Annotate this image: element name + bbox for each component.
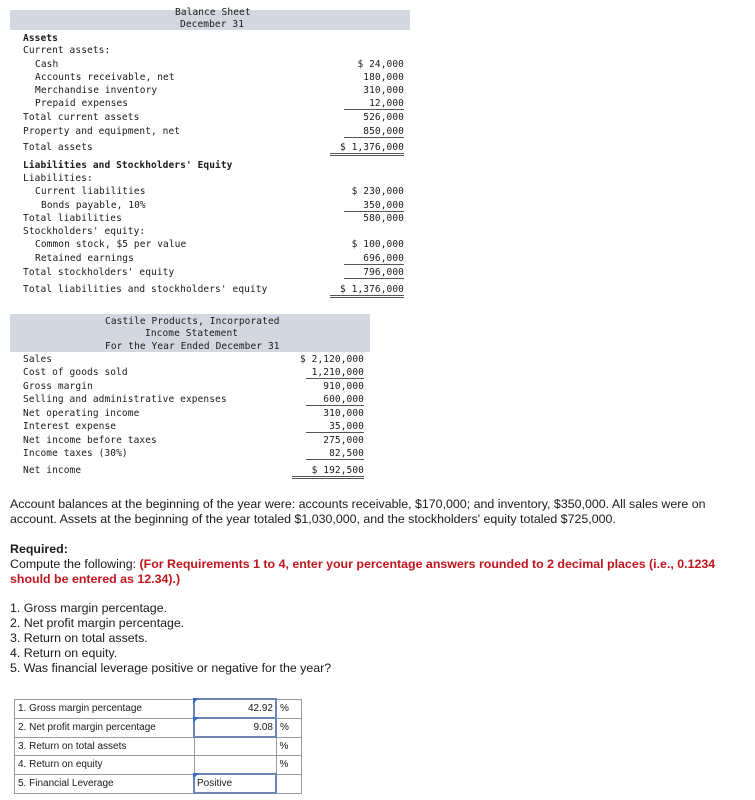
- bs-label-inventory: Merchandise inventory: [35, 85, 158, 96]
- income-statement-header: [10, 314, 370, 352]
- answer-row: [15, 756, 302, 775]
- bs-amount-total-liab-se: $ 1,376,000: [330, 284, 404, 298]
- is-amount-interest: 35,000: [306, 421, 364, 433]
- bs-label-total-liab: Total liabilities: [23, 213, 122, 224]
- is-label-gross-margin: Gross margin: [23, 381, 93, 392]
- bs-label-ar: Accounts receivable, net: [35, 72, 175, 83]
- is-label-noi: Net operating income: [23, 408, 140, 419]
- bs-amount-total-assets: $ 1,376,000: [330, 142, 404, 156]
- answer-label: 2. Net profit margin percentage: [15, 718, 195, 737]
- requirement-1: 1. Gross margin percentage.: [10, 601, 168, 615]
- is-label-interest: Interest expense: [23, 421, 117, 432]
- income-statement: [10, 352, 370, 482]
- bs-label-total-se: Total stockholders' equity: [23, 267, 175, 278]
- is-period: For the Year Ended December 31: [105, 341, 280, 352]
- requirement-4: 4. Return on equity.: [10, 646, 118, 660]
- gross-margin-input[interactable]: 42.92: [194, 699, 276, 718]
- is-amount-gross-margin: 910,000: [323, 381, 364, 392]
- answer-table: [14, 698, 302, 794]
- balance-sheet-header: [10, 7, 410, 30]
- answer-unit: %: [276, 737, 302, 756]
- is-label-cogs: Cost of goods sold: [23, 367, 128, 378]
- bs-amount-total-current: 526,000: [363, 112, 404, 123]
- is-amount-noi: 310,000: [323, 408, 364, 419]
- bs-amount-total-liab: 580,000: [363, 213, 404, 224]
- is-label-sales: Sales: [23, 354, 53, 365]
- bs-label-cash: Cash: [35, 59, 59, 70]
- bs-label-prepaid: Prepaid expenses: [35, 98, 129, 109]
- is-label-nibt: Net income before taxes: [23, 435, 157, 446]
- bs-amount-current-liab: $ 230,000: [351, 186, 404, 197]
- is-company: Castile Products, Incorporated: [105, 316, 280, 327]
- bs-label-bonds: Bonds payable, 10%: [41, 200, 146, 211]
- is-amount-sales: $ 2,120,000: [299, 354, 364, 365]
- answer-label: 1. Gross margin percentage: [15, 699, 195, 718]
- answer-unit: %: [276, 718, 302, 737]
- is-label-taxes: Income taxes (30%): [23, 448, 128, 459]
- is-amount-taxes: 82,500: [306, 448, 364, 460]
- bs-label-common-stock: Common stock, $5 per value: [35, 239, 187, 250]
- net-profit-margin-input[interactable]: 9.08: [194, 718, 276, 737]
- requirement-2: 2. Net profit margin percentage.: [10, 616, 185, 630]
- return-on-assets-input[interactable]: [194, 737, 276, 756]
- answer-row: [15, 718, 302, 737]
- answer-label: 5. Financial Leverage: [15, 774, 195, 793]
- is-label-net-income: Net income: [23, 465, 82, 476]
- answer-row: [15, 737, 302, 756]
- balance-sheet: [10, 30, 410, 300]
- is-amount-sga: 600,000: [306, 394, 364, 406]
- bs-label-total-assets: Total assets: [23, 142, 93, 153]
- is-amount-net-income: $ 192,500: [292, 465, 364, 479]
- bs-label-se: Stockholders' equity:: [23, 226, 146, 237]
- bs-label-ppe: Property and equipment, net: [23, 126, 181, 137]
- required-heading: Required:: [10, 542, 68, 556]
- bs-amount-inventory: 310,000: [363, 85, 404, 96]
- bs-amount-retained: 696,000: [344, 253, 404, 265]
- bs-amount-bonds: 350,000: [344, 200, 404, 212]
- bs-label-current-liab: Current liabilities: [35, 186, 146, 197]
- return-on-equity-input[interactable]: [194, 756, 276, 775]
- bs-amount-prepaid: 12,000: [344, 98, 404, 110]
- is-amount-cogs: 1,210,000: [306, 367, 364, 379]
- bs-label-total-current: Total current assets: [23, 112, 140, 123]
- answer-label: 4. Return on equity: [15, 756, 195, 775]
- answer-unit: %: [276, 756, 302, 775]
- is-title: Income Statement: [145, 328, 239, 339]
- requirement-5: 5. Was financial leverage positive or negative for the year?: [10, 661, 332, 675]
- answer-row: [15, 774, 302, 793]
- bs-amount-common-stock: $ 100,000: [351, 239, 404, 250]
- instruction-bold: (For Requirements 1 to 4, enter your percentage answers rounded to 2 decimal places (i.e., 0.1234 should be entered as 12.34).): [10, 557, 716, 586]
- problem-intro: Account balances at the beginning of the year were: accounts receivable, $170,000; and inventory, $350,000. All sales were on account. Assets at the beginning of the year totaled $1,030,000, and the stockholders' equity totaled $725,000.: [10, 497, 706, 526]
- financial-leverage-select[interactable]: Positive: [194, 774, 276, 793]
- requirement-3: 3. Return on total assets.: [10, 631, 148, 645]
- bs-amount-ar: 180,000: [363, 72, 404, 83]
- bs-label-current-assets: Current assets:: [23, 45, 111, 56]
- instruction-plain: Compute the following:: [10, 557, 140, 571]
- answer-unit: %: [276, 699, 302, 718]
- bs-amount-total-se: 796,000: [344, 267, 404, 279]
- instruction: [10, 557, 755, 587]
- answer-row: [15, 699, 302, 718]
- bs-label-liabilities: Liabilities:: [23, 173, 93, 184]
- bs-amount-cash: $ 24,000: [357, 59, 404, 70]
- balance-sheet-date: December 31: [180, 19, 245, 30]
- bs-label-liab-equity: Liabilities and Stockholders' Equity: [23, 160, 233, 171]
- is-amount-nibt: 275,000: [323, 435, 364, 446]
- bs-label-assets: Assets: [23, 33, 58, 44]
- balance-sheet-title: Balance Sheet: [175, 7, 251, 18]
- bs-label-total-liab-se: Total liabilities and stockholders' equity: [23, 284, 268, 295]
- answer-label: 3. Return on total assets: [15, 737, 195, 756]
- bs-label-retained: Retained earnings: [35, 253, 134, 264]
- is-label-sga: Selling and administrative expenses: [23, 394, 227, 405]
- bs-amount-ppe: 850,000: [344, 126, 404, 138]
- answer-unit: [276, 774, 302, 793]
